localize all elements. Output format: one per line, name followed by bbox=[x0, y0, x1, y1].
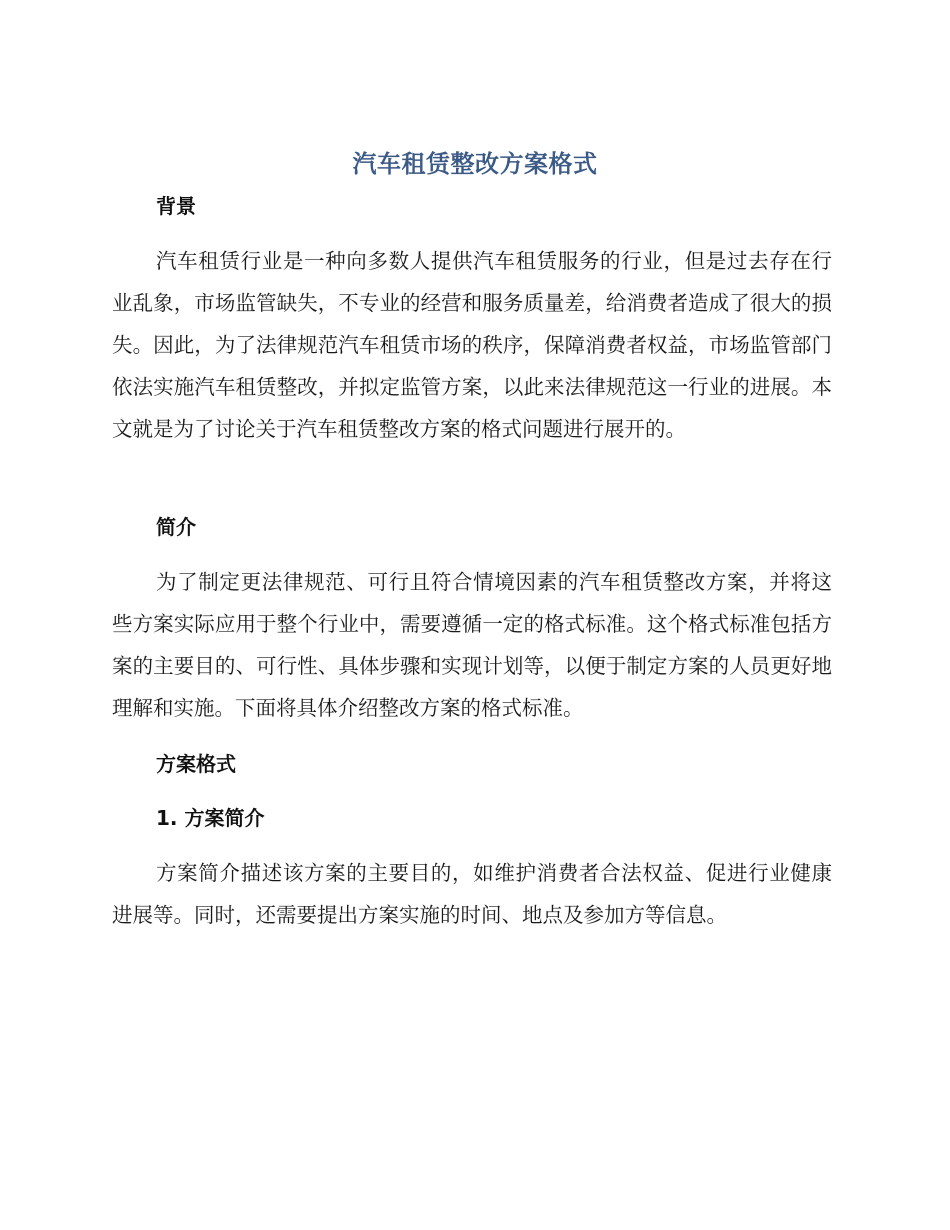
heading-background: 背景 bbox=[156, 194, 196, 218]
heading-introduction: 简介 bbox=[156, 515, 196, 539]
paragraph-introduction: 为了制定更法律规范、可行且符合情境因素的汽车租赁整改方案，并将这些方案实际应用于整个行业中，需要遵循一定的格式标准。这个格式标准包括方案的主要目的、可行性、具体步骤和实现计划等，以便于制定方案的人员更好地理解和实施。下面将具体介绍整改方案的格式标准。 bbox=[112, 570, 832, 720]
heading-plan-format: 方案格式 bbox=[156, 752, 236, 776]
paragraph-background: 汽车租赁行业是一种向多数人提供汽车租赁服务的行业，但是过去存在行业乱象，市场监管缺失，不专业的经营和服务质量差，给消费者造成了很大的损失。因此，为了法律规范汽车租赁市场的秩序，保障消费者权益，市场监管部门依法实施汽车租赁整改，并拟定监管方案，以此来法律规范这一行业的进展。本文就是为了讨论关于汽车租赁整改方案的格式问题进行展开的。 bbox=[112, 249, 832, 441]
document-title: 汽车租赁整改方案格式 bbox=[352, 150, 598, 178]
paragraph-plan-summary: 方案简介描述该方案的主要目的，如维护消费者合法权益、促进行业健康进展等。同时，还需要提出方案实施的时间、地点及参加方等信息。 bbox=[112, 861, 832, 927]
heading-plan-summary: 1. 方案简介 bbox=[156, 806, 265, 830]
